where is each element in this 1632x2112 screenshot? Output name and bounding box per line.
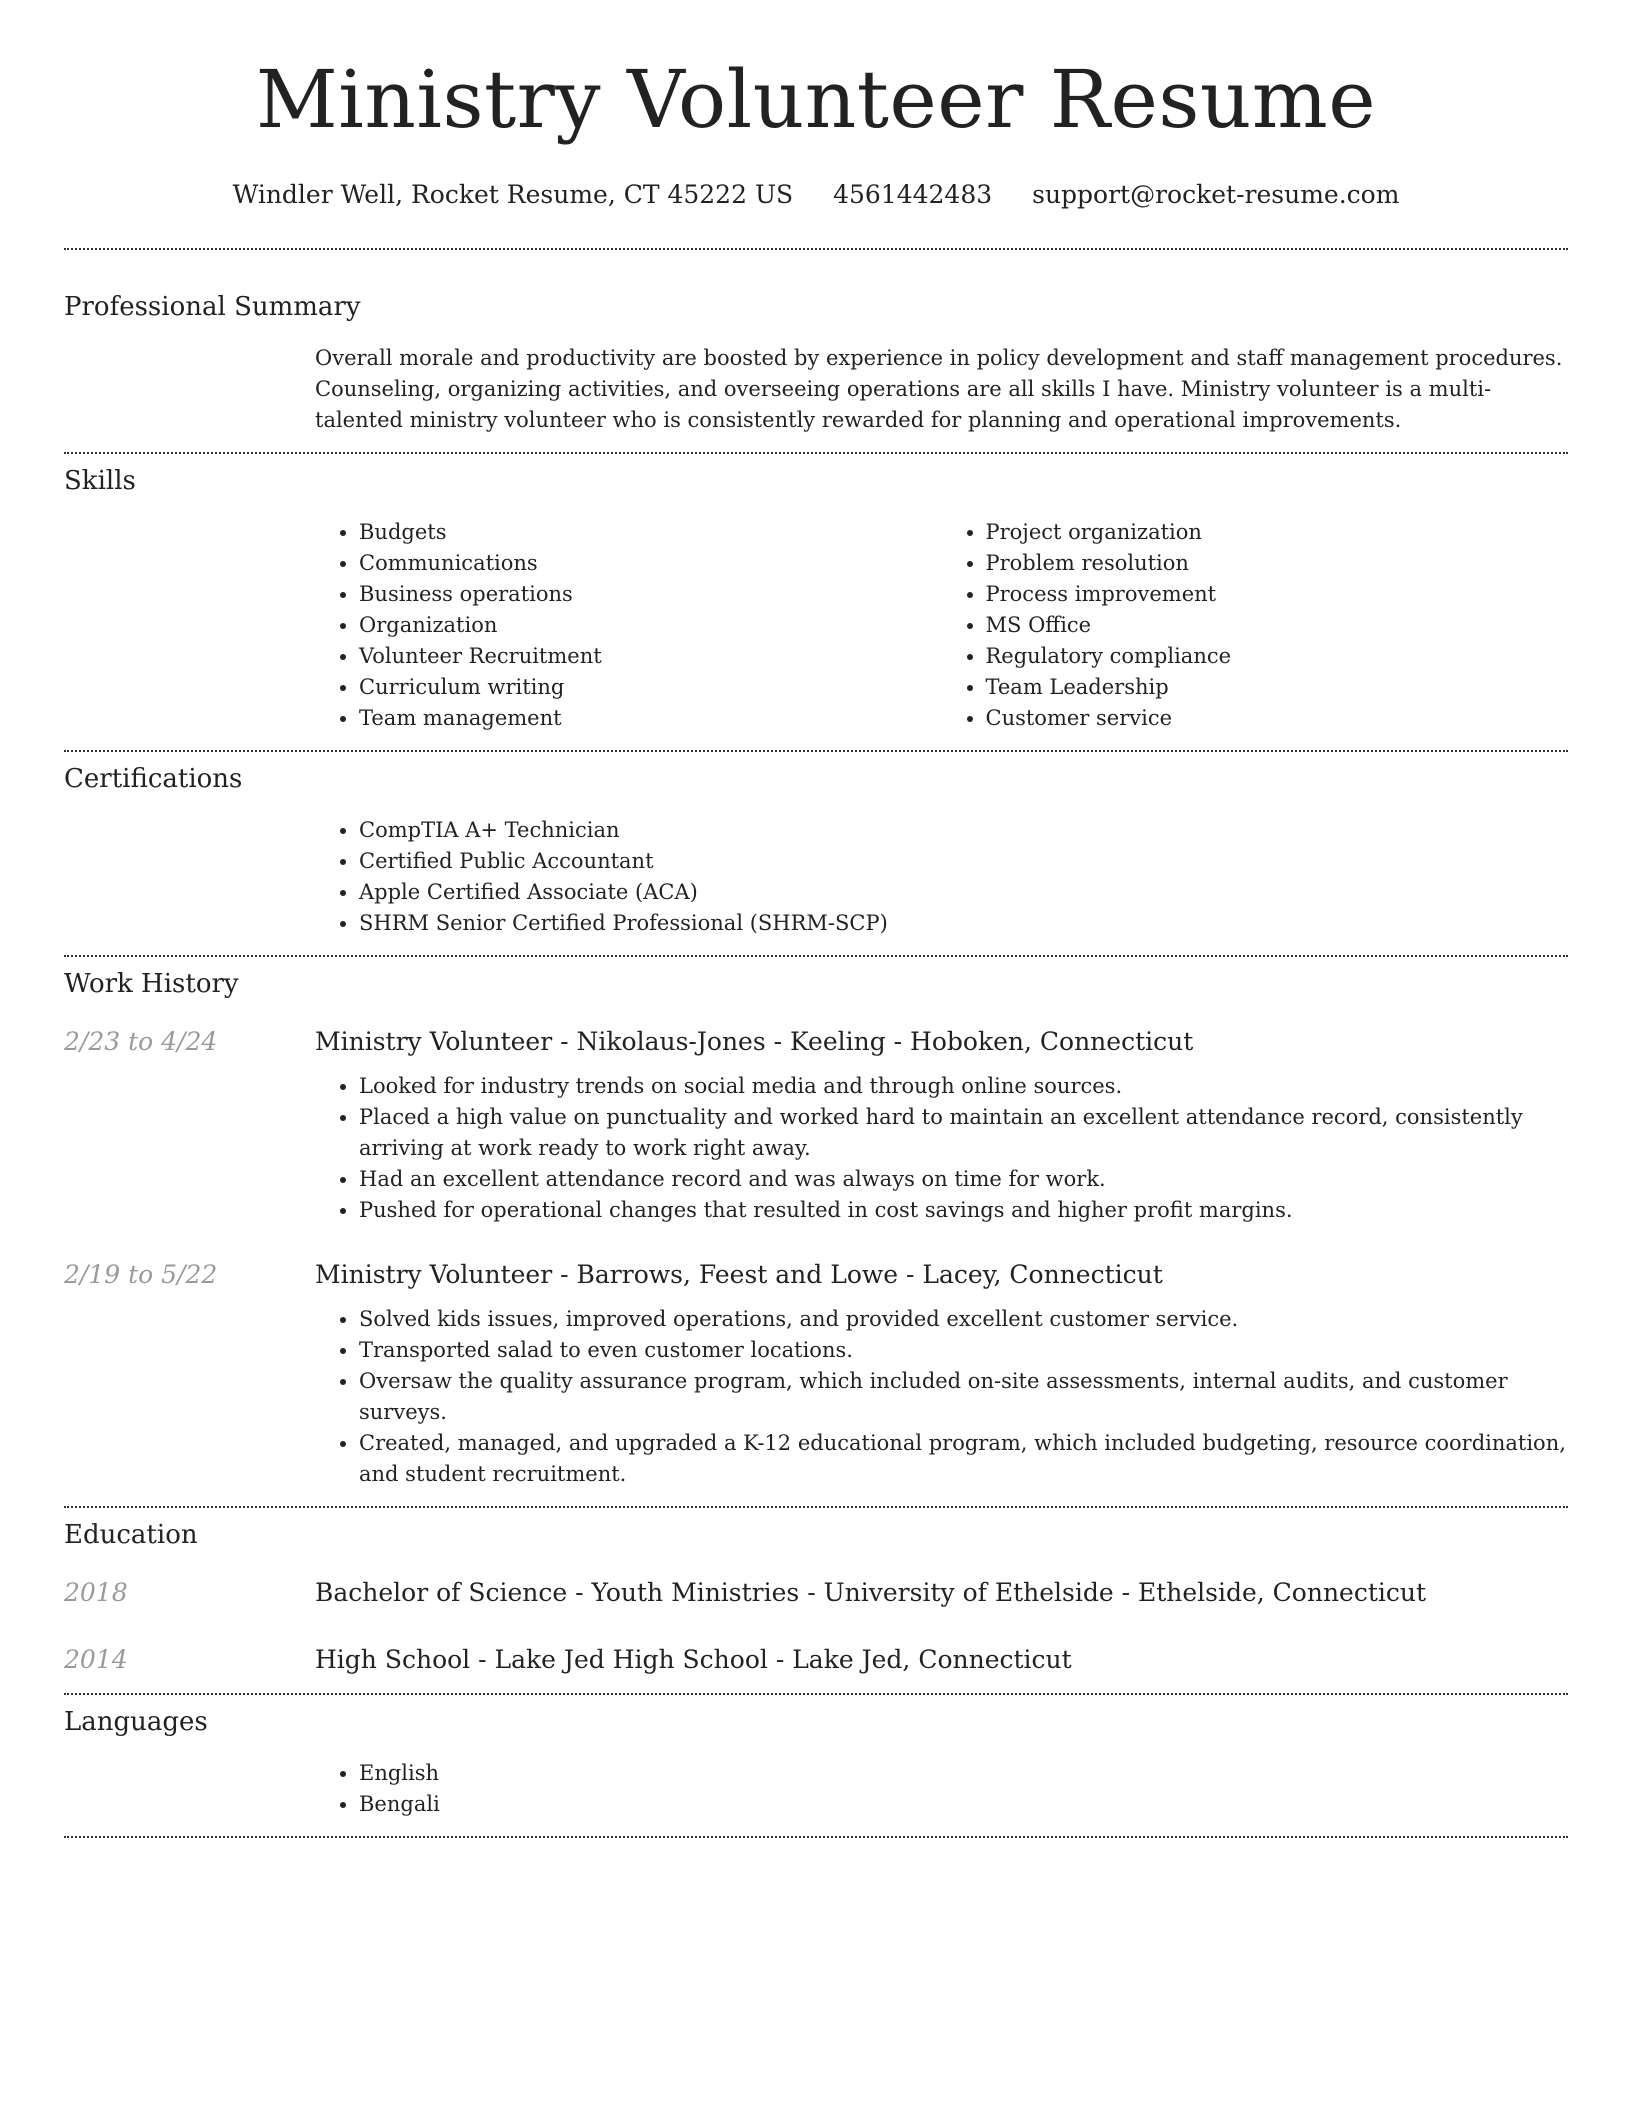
job-entry [64,1258,1568,1490]
education-line [315,1643,1072,1677]
skill-item: • Process improvement [986,579,1569,610]
skill-item: • Budgets [359,517,942,548]
summary-heading: Professional Summary [64,292,361,322]
job-bullet: • Oversaw the quality assurance program, which included on-site assessments, internal audits, and customer surveys. [359,1366,1568,1428]
job-bullets [315,1304,1568,1490]
contact-email: support@rocket-resume.com [1032,180,1400,209]
education-degree: Bachelor of Science - Youth Ministries [315,1578,800,1607]
languages-heading: Languages [64,1707,208,1737]
summary-section [64,250,1568,452]
skill-item: • MS Office [986,610,1569,641]
job-body [315,1304,1568,1490]
certification-item: • Apple Certified Associate (ACA) [359,877,1568,908]
job-bullet: • Had an excellent attendance record and was always on time for work. [359,1164,1568,1195]
education-degree: High School [315,1645,471,1674]
job-bullet: • Looked for industry trends on social media and through online sources. [359,1071,1568,1102]
certification-item: • SHRM Senior Certified Professional (SHRM-SCP) [359,908,1568,939]
page-title: Ministry Volunteer Resume [255,53,1377,146]
contact-phone: 4561442483 [833,180,993,209]
job-dates: 2/23 to 4/24 [64,1027,218,1056]
certification-item: • Certified Public Accountant [359,846,1568,877]
education-entry [64,1643,1568,1677]
language-item: • Bengali [359,1789,1568,1820]
skills-list-left [315,517,942,734]
skill-item: • Curriculum writing [359,672,942,703]
job-body [315,1071,1568,1226]
work-section [64,957,1568,1506]
job-bullet: • Created, managed, and upgraded a K-12 educational program, which included budgeting, resource coordination, and student recruitment. [359,1428,1568,1490]
job-header [64,1025,1568,1059]
education-section [64,1508,1568,1693]
education-line [315,1576,1426,1610]
job-bullet: • Pushed for operational changes that resulted in cost savings and higher profit margins. [359,1195,1568,1226]
skills-section [64,454,1568,750]
job-role: Ministry Volunteer [315,1027,553,1056]
job-details: - Nikolaus-Jones - Keeling - Hoboken, Connecticut [552,1027,1194,1056]
job-role: Ministry Volunteer [315,1260,553,1289]
skill-item: • Business operations [359,579,942,610]
job-bullets [315,1071,1568,1226]
job-header [64,1258,1568,1292]
education-details: - University of Ethelside - Ethelside, Connecticut [799,1578,1427,1607]
job-details: - Barrows, Feest and Lowe - Lacey, Connecticut [552,1260,1163,1289]
languages-list [315,1758,1568,1820]
job-title-line [315,1258,1163,1292]
skill-item: • Team management [359,703,942,734]
education-details: - Lake Jed High School - Lake Jed, Connecticut [470,1645,1072,1674]
certification-item: • CompTIA A+ Technician [359,815,1568,846]
job-title-line [315,1025,1193,1059]
summary-text: Overall morale and productivity are boosted by experience in policy development and staff management procedures. Counseling, organizing activities, and overseeing operations are all skills I have. Ministry volunteer is a multi-talented ministry volunteer who is consistently rewarded for planning and operational improvements. [315,346,1563,432]
language-item: • English [359,1758,1568,1789]
certifications-section [64,752,1568,955]
job-bullet: • Placed a high value on punctuality and worked hard to maintain an excellent attendance record, consistently arriving at work ready to work right away. [359,1102,1568,1164]
education-entry [64,1576,1568,1610]
education-year: 2014 [64,1645,128,1674]
skill-item: • Organization [359,610,942,641]
divider [64,1836,1568,1838]
job-bullet: • Solved kids issues, improved operations, and provided excellent customer service. [359,1304,1568,1335]
certifications-body [315,815,1568,939]
skill-item: • Project organization [986,517,1569,548]
skill-item: • Problem resolution [986,548,1569,579]
contact-address: Windler Well, Rocket Resume, CT 45222 US [232,180,794,209]
skill-item: • Team Leadership [986,672,1569,703]
languages-body [315,1758,1568,1820]
certifications-heading: Certifications [64,764,243,794]
skills-columns [315,517,1568,734]
skill-item: • Communications [359,548,942,579]
skill-item: • Customer service [986,703,1569,734]
skills-list-right [942,517,1569,734]
job-bullet: • Transported salad to even customer locations. [359,1335,1568,1366]
education-heading: Education [64,1520,198,1550]
skill-item: • Regulatory compliance [986,641,1569,672]
skills-heading: Skills [64,466,136,496]
work-heading: Work History [64,969,239,999]
certifications-list [315,815,1568,939]
job-dates: 2/19 to 5/22 [64,1260,218,1289]
job-entry [64,1025,1568,1226]
skill-item: • Volunteer Recruitment [359,641,942,672]
languages-section [64,1695,1568,1836]
contact-line [64,178,1568,212]
education-year: 2018 [64,1578,128,1607]
